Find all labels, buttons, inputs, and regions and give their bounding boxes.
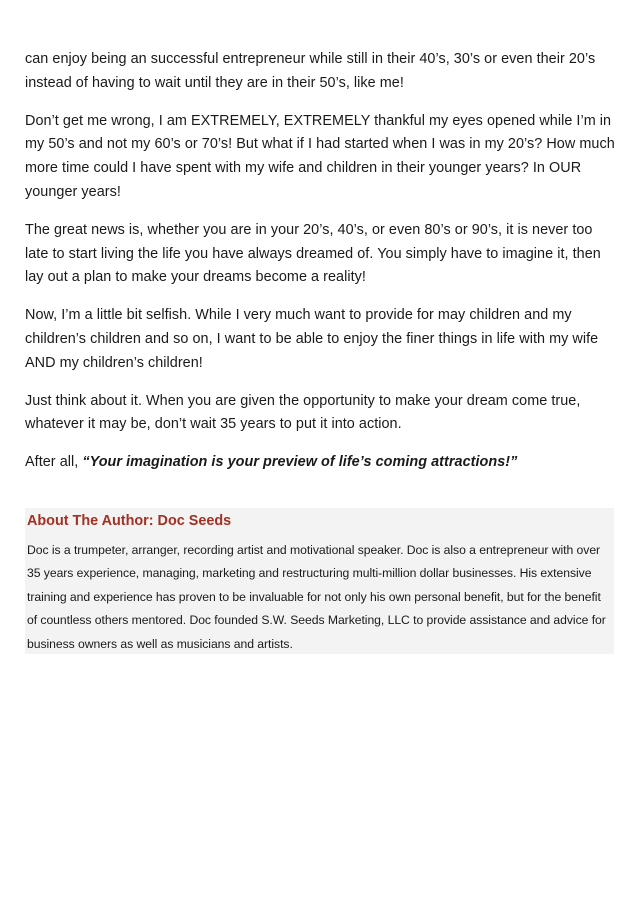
- closing-paragraph: [25, 451, 615, 475]
- about-author-bio: Doc is a trumpeter, arranger, recording artist and motivational speaker. Doc is also a entrepreneur with over 35 years experience, managing, marketing and restructuring multi-million dollar businesses. His extensive training and experience has proven to be invaluable for not only his own personal benefit, but for the benefit of countless others mentored. Doc founded S.W. Seeds Marketing, LLC to provide assistance and advice for business owners as well as musicians and artists.: [27, 543, 606, 651]
- paragraph-3: The great news is, whether you are in your 20’s, 40’s, or even 80’s or 90’s, it is never too late to start living the life you have always dreamed of. You simply have to imagine it, then lay out a plan to make your dreams become a reality!: [25, 221, 601, 286]
- paragraph-2: Don’t get me wrong, I am EXTREMELY, EXTREMELY thankful my eyes opened while I’m in my 50’s and not my 60’s or 70’s! But what if I had started when I was in my 20’s? How much more time could I have spent with my wife and children in their younger years? In OUR younger years!: [25, 112, 615, 200]
- article-body: [25, 48, 615, 489]
- closing-lead: After all,: [25, 454, 83, 471]
- paragraph-1: can enjoy being an successful entrepreneur while still in their 40’s, 30’s or even their 20’s instead of having to wait until they are in their 50’s, like me!: [25, 51, 596, 91]
- about-author-box: [25, 508, 614, 654]
- closing-quote: “Your imagination is your preview of life’s coming attractions!”: [82, 454, 518, 471]
- paragraph-5: Just think about it. When you are given the opportunity to make your dream come true, whatever it may be, don’t wait 35 years to put it into action.: [25, 392, 581, 433]
- paragraph-4: Now, I’m a little bit selfish. While I very much want to provide for may children and my children’s children and so on, I want to be able to enjoy the finer things in life with my wife AND my children’s children!: [25, 307, 599, 371]
- about-author-heading: About The Author: Doc Seeds: [27, 513, 232, 529]
